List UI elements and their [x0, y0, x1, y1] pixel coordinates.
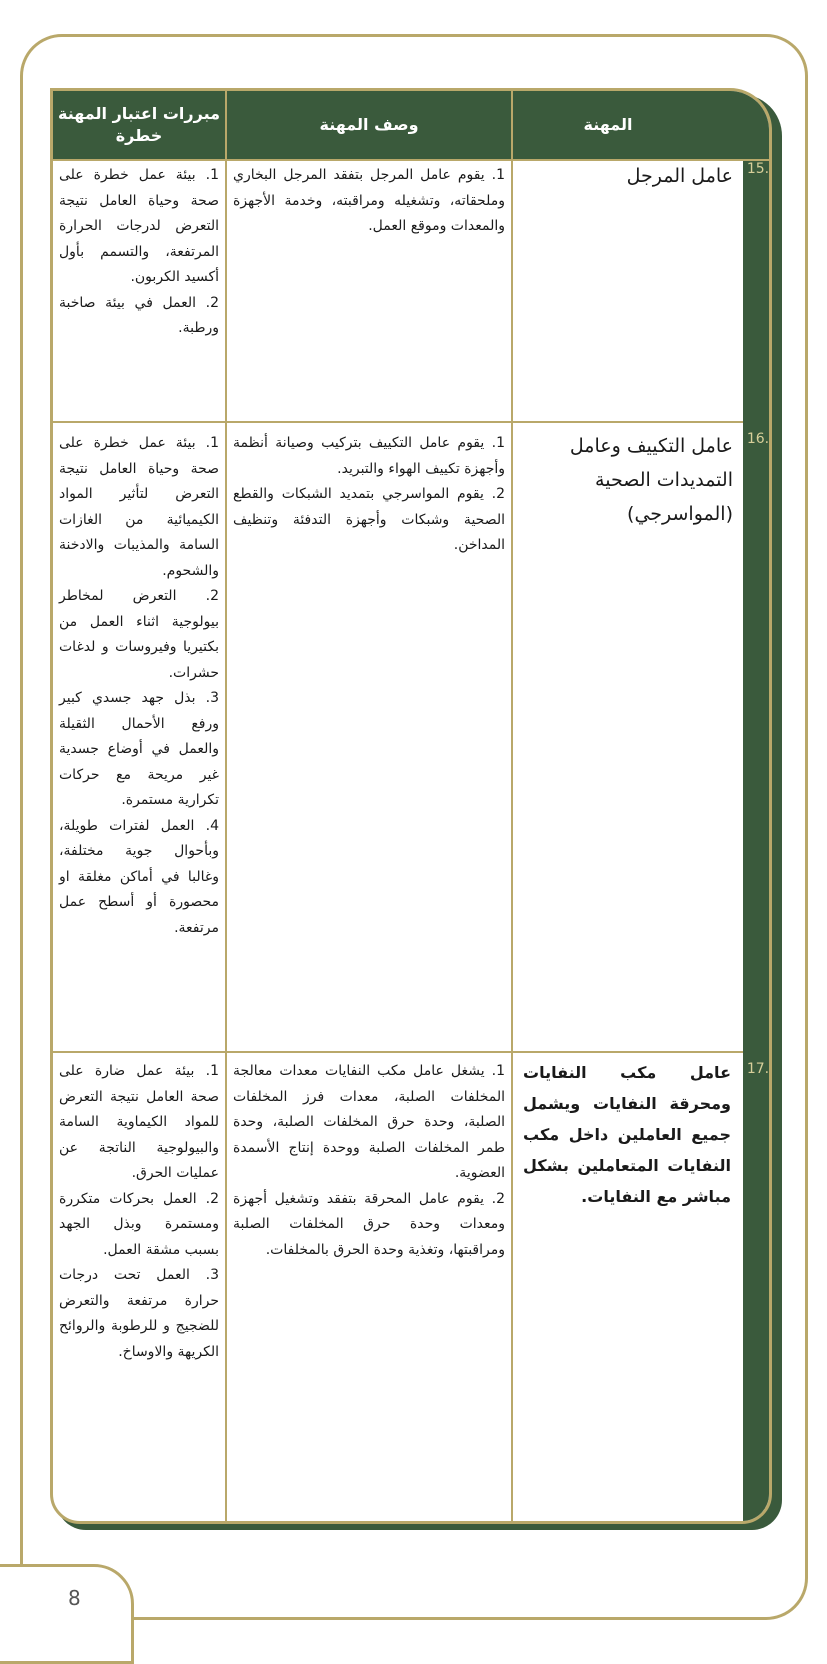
- justification-item: 2. العمل بحركات متكررة ومستمرة وبذل الجهد بسبب مشقة العمل.: [59, 1190, 219, 1258]
- justification-item: 4. العمل لفترات طويلة، وبأحوال جوية مختلفة، وغالبا في أماكن مغلقة او محصورة أو أسطح عمل مرتفعة.: [59, 817, 219, 936]
- justification-item: 1. بيئة عمل خطرة على صحة وحياة العامل نتيجة التعرض لدرجات الحرارة المرتفعة، والتسمم بأول أكسيد الكربون.: [59, 167, 219, 285]
- occupation-cell: عامل التكييف وعامل التمديدات الصحية (المواسرجي): [569, 435, 733, 525]
- column-divider: [225, 91, 227, 1524]
- justification-cell: [55, 1059, 223, 1365]
- page-number-badge: [0, 1564, 134, 1664]
- justification-item: 3. بذل جهد جسدي كبير ورفع الأحمال الثقيلة والعمل في أوضاع جسدية غير مريحة مع حركات تكرارية مستمرة.: [59, 690, 219, 808]
- hazardous-occupations-table: [50, 88, 772, 1524]
- row-number: 15.: [746, 161, 770, 177]
- header-justification: مبررات اعتبار المهنة خطرة: [53, 91, 225, 159]
- justification-item: 1. بيئة عمل خطرة على صحة وحياة العامل نتيجة التعرض لتأثير المواد الكيميائية من الغازات السامة والمذيبات والادخنة والشحوم.: [59, 435, 219, 579]
- number-column: [743, 91, 769, 1524]
- justification-item: 2. التعرض لمخاطر بيولوجية اثناء العمل من بكتيريا وفيروسات و لدغات حشرات.: [59, 588, 219, 681]
- justification-item: 3. العمل تحت درجات حرارة مرتفعة والتعرض للضجيج و للرطوبة والروائح الكريهة والاوساخ.: [59, 1267, 219, 1360]
- description-cell: [229, 163, 509, 240]
- justification-item: 1. بيئة عمل ضارة على صحة العامل نتيجة التعرض للمواد الكيماوية السامة والبيولوجية الناتجة عن عمليات الحرق.: [59, 1063, 219, 1181]
- row-divider: [53, 1051, 743, 1053]
- description-item: 1. يقوم عامل المرجل بتفقد المرجل البخاري وملحقاته، وتشغيله ومراقبته، وخدمة الأجهزة والمعدات وموقع العمل.: [233, 167, 505, 234]
- row-divider: [53, 421, 743, 423]
- justification-cell: [55, 163, 223, 342]
- occupation-cell: عامل المرجل: [626, 165, 733, 187]
- description-item: 1. يشغل عامل مكب النفايات معدات معالجة المخلفات الصلبة، معدات فرز المخلفات الصلبة، وحدة حرق المخلفات الصلبة، وحدة طمر المخلفات الصلبة ووحدة إنتاج الأسمدة العضوية.: [233, 1063, 505, 1181]
- row-number: 16.: [746, 431, 770, 447]
- description-item: 2. يقوم المواسرجي بتمديد الشبكات والقطع الصحية وشبكات وأجهزة التدفئة وتنظيف المداخن.: [233, 486, 505, 553]
- column-divider: [511, 91, 513, 1524]
- row-number: 17.: [746, 1061, 770, 1077]
- page-number: 8: [68, 1586, 81, 1610]
- header-description: وصف المهنة: [227, 91, 511, 159]
- occupation-cell: عامل مكب النفايات ومحرقة النفايات ويشمل جميع العاملين داخل مكب النفايات المتعاملين بشكل مباشر مع النفايات.: [523, 1063, 731, 1206]
- justification-cell: [55, 431, 223, 941]
- justification-item: 2. العمل في بيئة صاخبة ورطبة.: [59, 294, 219, 336]
- description-cell: [229, 431, 509, 559]
- header-occupation: المهنة: [513, 91, 703, 159]
- header-number: [703, 91, 743, 159]
- description-item: 1. يقوم عامل التكييف بتركيب وصيانة أنظمة وأجهزة تكييف الهواء والتبريد.: [233, 435, 505, 477]
- description-cell: [229, 1059, 509, 1263]
- description-item: 2. يقوم عامل المحرقة بتفقد وتشغيل أجهزة ومعدات وحدة حرق المخلفات الصلبة ومراقبتها، وتغذية وحدة الحرق بالمخلفات.: [233, 1190, 505, 1258]
